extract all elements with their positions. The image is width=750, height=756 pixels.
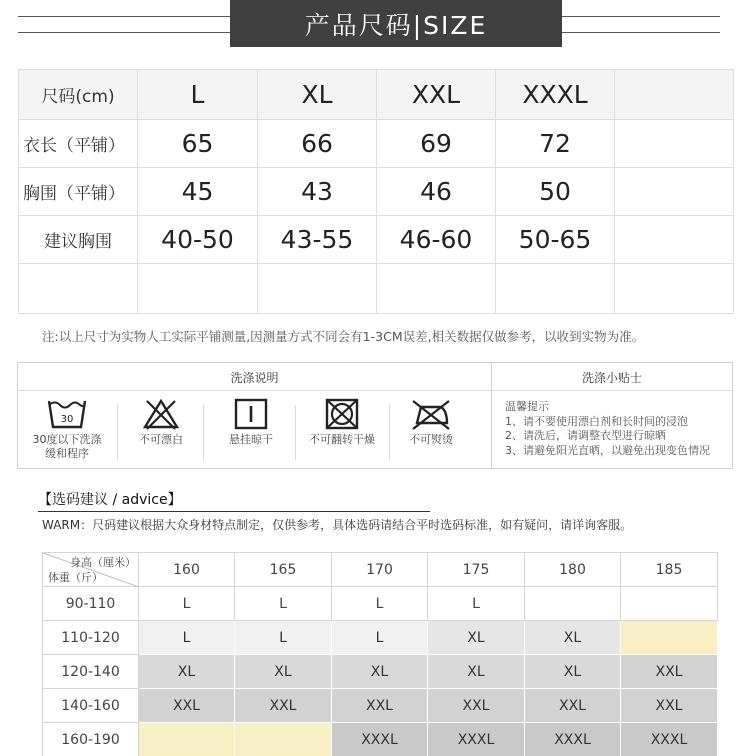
- cell: 46-60: [377, 216, 496, 264]
- care-label: 不可漂白: [139, 433, 183, 446]
- corner-weight-label: 体重（斤）: [48, 571, 103, 584]
- cell: [377, 264, 496, 314]
- cell: 40-50: [138, 216, 258, 264]
- tips-title: 温馨提示: [505, 400, 549, 413]
- no-tumble-dry-icon: [322, 397, 362, 431]
- size-recommendation-table: [42, 552, 718, 756]
- cell: 50: [496, 168, 615, 216]
- weight-label: 140-160: [43, 689, 139, 723]
- corner-height-label: 身高（厘米）: [70, 556, 136, 569]
- rec-row: [43, 587, 718, 621]
- weight-label: 160-190: [43, 723, 139, 756]
- header-rule-right-lower: [562, 32, 720, 33]
- rec-row: [43, 621, 718, 655]
- size-cell: XL: [428, 621, 525, 655]
- advice-warning: WARM：尺码建议根据大众身材特点制定，仅供参考，具体选码请结合平时选码标准，如有疑问，请详询客服。: [42, 518, 633, 532]
- size-cell: XXL: [332, 689, 428, 723]
- size-cell: XXL: [139, 689, 235, 723]
- advice-underline: [38, 511, 430, 512]
- size-cell: XL: [525, 655, 621, 689]
- size-cell: [525, 587, 621, 621]
- care-item-wash: [24, 397, 110, 461]
- care-separator: [295, 405, 296, 460]
- size-cell: L: [139, 621, 235, 655]
- care-label: 不可熨烫: [409, 433, 453, 446]
- size-cell: XXL: [525, 689, 621, 723]
- rec-body: [43, 587, 718, 756]
- cell: [496, 264, 615, 314]
- size-header-XXL: XXL: [377, 70, 496, 120]
- cell: [258, 264, 377, 314]
- size-header-empty: [615, 70, 734, 120]
- cell: [19, 264, 138, 314]
- cell: [615, 264, 734, 314]
- size-header-XL: XL: [258, 70, 377, 120]
- size-cell: [621, 621, 718, 655]
- header-rule-left: [18, 16, 230, 17]
- cell: 66: [258, 120, 377, 168]
- size-table-header-row: [19, 70, 734, 120]
- size-cell: [621, 587, 718, 621]
- size-cell: XXL: [235, 689, 332, 723]
- size-cell: [139, 723, 235, 756]
- cell: 43: [258, 168, 377, 216]
- no-bleach-icon: [141, 397, 181, 431]
- size-cell: XL: [525, 621, 621, 655]
- header-rule-right: [562, 16, 720, 17]
- size-cell: [235, 723, 332, 756]
- cell: 46: [377, 168, 496, 216]
- size-cell: XXL: [621, 689, 718, 723]
- size-cell: XXXL: [428, 723, 525, 756]
- size-cell: L: [235, 587, 332, 621]
- cell: 72: [496, 120, 615, 168]
- care-tips-heading: 洗涤小贴士: [581, 371, 642, 385]
- height-header: 160: [139, 553, 235, 587]
- size-cell: XL: [332, 655, 428, 689]
- size-cell: XL: [235, 655, 332, 689]
- measurement-note: 注:以上尺寸为实物人工实际平铺测量,因测量方式不同会有1-3CM误差,相关数据仅做参考，以收到实物为准。: [42, 329, 645, 344]
- size-cell: L: [428, 587, 525, 621]
- rec-corner-cell: [43, 553, 139, 587]
- wash-temperature-badge: 30: [60, 414, 74, 425]
- advice-title: 【选码建议 / advice】: [38, 492, 182, 508]
- care-label: 缓和程序: [45, 447, 89, 460]
- size-table: [18, 69, 734, 314]
- size-header-label: 尺码(cm): [19, 70, 138, 120]
- row-label: 建议胸围: [19, 216, 138, 264]
- height-header: 185: [621, 553, 718, 587]
- size-cell: XXXL: [525, 723, 621, 756]
- row-label: 衣长（平铺）: [19, 120, 138, 168]
- size-cell: L: [235, 621, 332, 655]
- size-row-suggested-chest: [19, 216, 734, 264]
- wash-30-icon: [47, 397, 87, 431]
- cell: 50-65: [496, 216, 615, 264]
- size-header-XXXL: XXXL: [496, 70, 615, 120]
- rec-header-row: [43, 553, 718, 587]
- height-header: 165: [235, 553, 332, 587]
- care-tips: [505, 400, 710, 458]
- size-row-chest: [19, 168, 734, 216]
- rec-row: [43, 655, 718, 689]
- cell: [615, 216, 734, 264]
- header-rule-left-lower: [18, 32, 230, 33]
- care-header-divider: [18, 390, 732, 391]
- care-separator: [203, 405, 204, 460]
- size-cell: L: [139, 587, 235, 621]
- tip-line: 3、请避免阳光直晒，以避免出现变色情况: [505, 443, 710, 457]
- hang-dry-icon: [231, 397, 271, 431]
- size-cell: XXXL: [621, 723, 718, 756]
- care-item-no-tumble-dry: [302, 397, 382, 447]
- size-cell: XXXL: [332, 723, 428, 756]
- size-cell: XXL: [621, 655, 718, 689]
- cell: [615, 120, 734, 168]
- care-separator: [117, 405, 118, 460]
- cell: 69: [377, 120, 496, 168]
- size-cell: L: [332, 621, 428, 655]
- size-cell: XXL: [428, 689, 525, 723]
- height-header: 170: [332, 553, 428, 587]
- care-label: 不可翻转干燥: [309, 433, 375, 446]
- no-iron-icon: [409, 397, 453, 431]
- care-label: 悬挂晾干: [229, 433, 273, 446]
- care-item-no-iron: [396, 397, 466, 447]
- cell: 65: [138, 120, 258, 168]
- care-label: 30度以下洗涤: [32, 433, 102, 446]
- page-title: 产品尺码|SIZE: [230, 0, 562, 47]
- rec-row: [43, 689, 718, 723]
- cell: [138, 264, 258, 314]
- tip-line: 2、请洗后，请调整衣型进行晾晒: [505, 429, 666, 442]
- row-label: 胸围（平铺）: [19, 168, 138, 216]
- height-header: 175: [428, 553, 525, 587]
- size-cell: XL: [428, 655, 525, 689]
- size-cell: XL: [139, 655, 235, 689]
- weight-label: 120-140: [43, 655, 139, 689]
- weight-label: 110-120: [43, 621, 139, 655]
- cell: 43-55: [258, 216, 377, 264]
- size-row-blank: [19, 264, 734, 314]
- size-header-L: L: [138, 70, 258, 120]
- height-header: 180: [525, 553, 621, 587]
- weight-label: 90-110: [43, 587, 139, 621]
- size-row-length: [19, 120, 734, 168]
- rec-row: [43, 723, 718, 756]
- care-item-no-bleach: [126, 397, 196, 447]
- care-heading: 洗涤说明: [230, 371, 279, 385]
- care-section: [17, 362, 733, 469]
- cell: [615, 168, 734, 216]
- tip-line: 1、请不要使用漂白剂和长时间的浸泡: [505, 414, 688, 428]
- cell: 45: [138, 168, 258, 216]
- care-item-hang-dry: [214, 397, 288, 447]
- size-cell: L: [332, 587, 428, 621]
- care-separator: [389, 405, 390, 460]
